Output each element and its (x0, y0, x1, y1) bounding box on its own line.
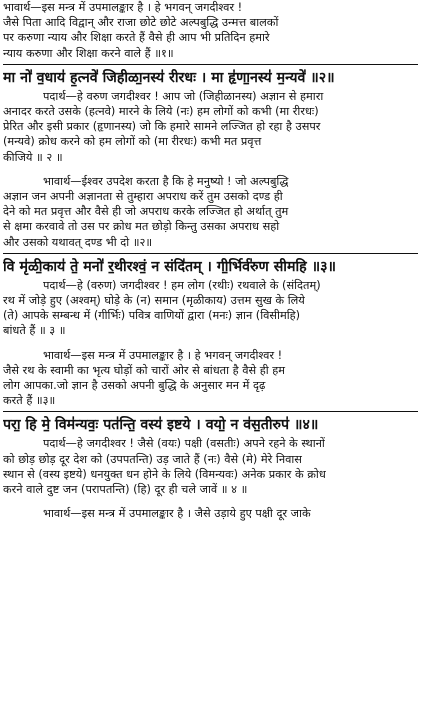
text-line: प्रेरित और इसी प्रकार (हृणानस्य) जो कि हमारे सामने लज्जित हो रहा है उसपर (3, 120, 321, 134)
text-line: को छोड़ छोड़ दूर देश को (उपपतन्ति) उड़ जाते हैं (नः) वैसे (मे) मेरे निवास (3, 452, 302, 466)
text-line: पर करुणा न्याय और शिक्षा करते हैं वैसे ही आप भी प्रतिदिन हमारे (3, 31, 270, 45)
paragraph-gap (3, 165, 418, 174)
text-line: से क्षमा करवावे तो उस पर क्रोध मत छोड़ो किन्तु उसका अपराध सहो (3, 220, 280, 234)
text-line: पदार्थ—हे वरुण जगदीश्वर ! आप जो (जिहीळानस्य) अज्ञान से हमारा (43, 89, 324, 103)
text-line: करते हैं ॥३॥ (3, 394, 56, 408)
text-line: भावार्थ—इस मन्त्र में उपमालङ्कार है । हे भगवन् जगदीश्वर ! (3, 1, 243, 14)
section-divider (3, 411, 418, 412)
text-line: करने वाले दुष्ट जन (परापतन्ति) (हि) दूर ही चले जावें ॥ ४ ॥ (3, 483, 248, 497)
paragraph-gap (3, 339, 418, 348)
mantra-verse: परा॒ हि मे॒ विम॑न्यवः॒ पत॑न्ति॒ वस्य॑ इष्टये । वयो॒ न व॑स॒तीरुप॑ ॥४॥ (3, 417, 319, 434)
section-divider (3, 253, 418, 254)
text-line: भावार्थ—इस मन्त्र में उपमालङ्कार है । हे भगवन् जगदीश्वर ! (43, 348, 283, 362)
text-line: न्याय करुणा और शिक्षा करने वाले हैं ॥१॥ (3, 46, 174, 60)
text-line: (ते) आपके सम्बन्ध में (गीर्भिः) पवित्र वाणियों द्वारा (मनः) ज्ञान (विसीमहि) (3, 309, 301, 323)
text-line: (मन्यवे) क्रोध करने को हम लोगों को (मा रीरधः) कभी मत प्रवृत्त (3, 135, 262, 149)
text-line: पदार्थ—हे (वरुण) जगदीश्वर ! हम लोग (रथीः) रथवाले के (संदितम्) (43, 278, 321, 292)
text-line: अनादर करते उसके (हत्नवे) मारने के लिये (नः) हम लोगों को कभी (मा रीरधः) (3, 105, 319, 119)
section-divider (3, 64, 418, 65)
text-line: पदार्थ—हे जगदीश्वर ! जैसे (वयः) पक्षी (वसतीः) अपने रहने के स्थानों (43, 437, 325, 451)
text-line: रथ में जोड़े हुए (अश्वम्) घोड़े के (न) समान (मृळीकाय) उत्तम सुख के लिये (3, 294, 305, 308)
text-line: जैसे पिता आदि विद्वान् और राजा छोटे छोटे अल्पबुद्धि उन्मत्त बालकों (3, 16, 279, 30)
text-line: और उसको यथावत् दण्ड भी दो ॥२॥ (3, 235, 153, 249)
text-line: लोग आपका.जो ज्ञान है उसको अपनी बुद्धि के अनुसार मन में दृढ़ (3, 379, 266, 393)
text-line: स्थान से (वस्य इष्टये) धनयुक्त धन होने के लिये (विमन्यवः) अनेक प्रकार के क्रोध (3, 467, 326, 481)
mantra-verse: वि मृ॑ळी॒काय॑ ते॒ मनो॑ र॒थीरश्वं॒ न संदि॑तम् । गी॒र्भिर्व॑रुण सीमहि ॥३॥ (3, 258, 336, 275)
paragraph-gap (3, 497, 418, 506)
text-line: जैसे रथ के स्वामी का भृत्य घोड़ों को चारों ओर से बांधता है वैसे ही हम (3, 363, 285, 377)
text-line: भावार्थ—ईश्वर उपदेश करता है कि हे मनुष्यो ! जो अल्पबुद्धि (43, 174, 289, 188)
text-line: देने को मत प्रवृत्त और वैसे ही जो अपराध करके लज्जित हो अर्थात् तुम (3, 205, 289, 219)
text-line: कीजिये ॥ २ ॥ (3, 150, 63, 164)
text-line: बांधते हैं ॥ ३ ॥ (3, 324, 66, 338)
mantra-verse: मा नो॑ व॒धाय॑ ह॒त्नवे॑ जिहीळा॒नस्य॑ रीरधः । मा हृ॑णा॒नस्य॑ म॒न्यवे॑ ॥२॥ (3, 69, 335, 86)
text-line: अज्ञान जन अपनी अज्ञानता से तुम्हारा अपराध करें तुम उसको दण्ड ही (3, 190, 283, 204)
text-line: भावार्थ—इस मन्त्र में उपमालङ्कार है । जैसे उड़ाये हुए पक्षी दूर जाके (43, 507, 311, 521)
